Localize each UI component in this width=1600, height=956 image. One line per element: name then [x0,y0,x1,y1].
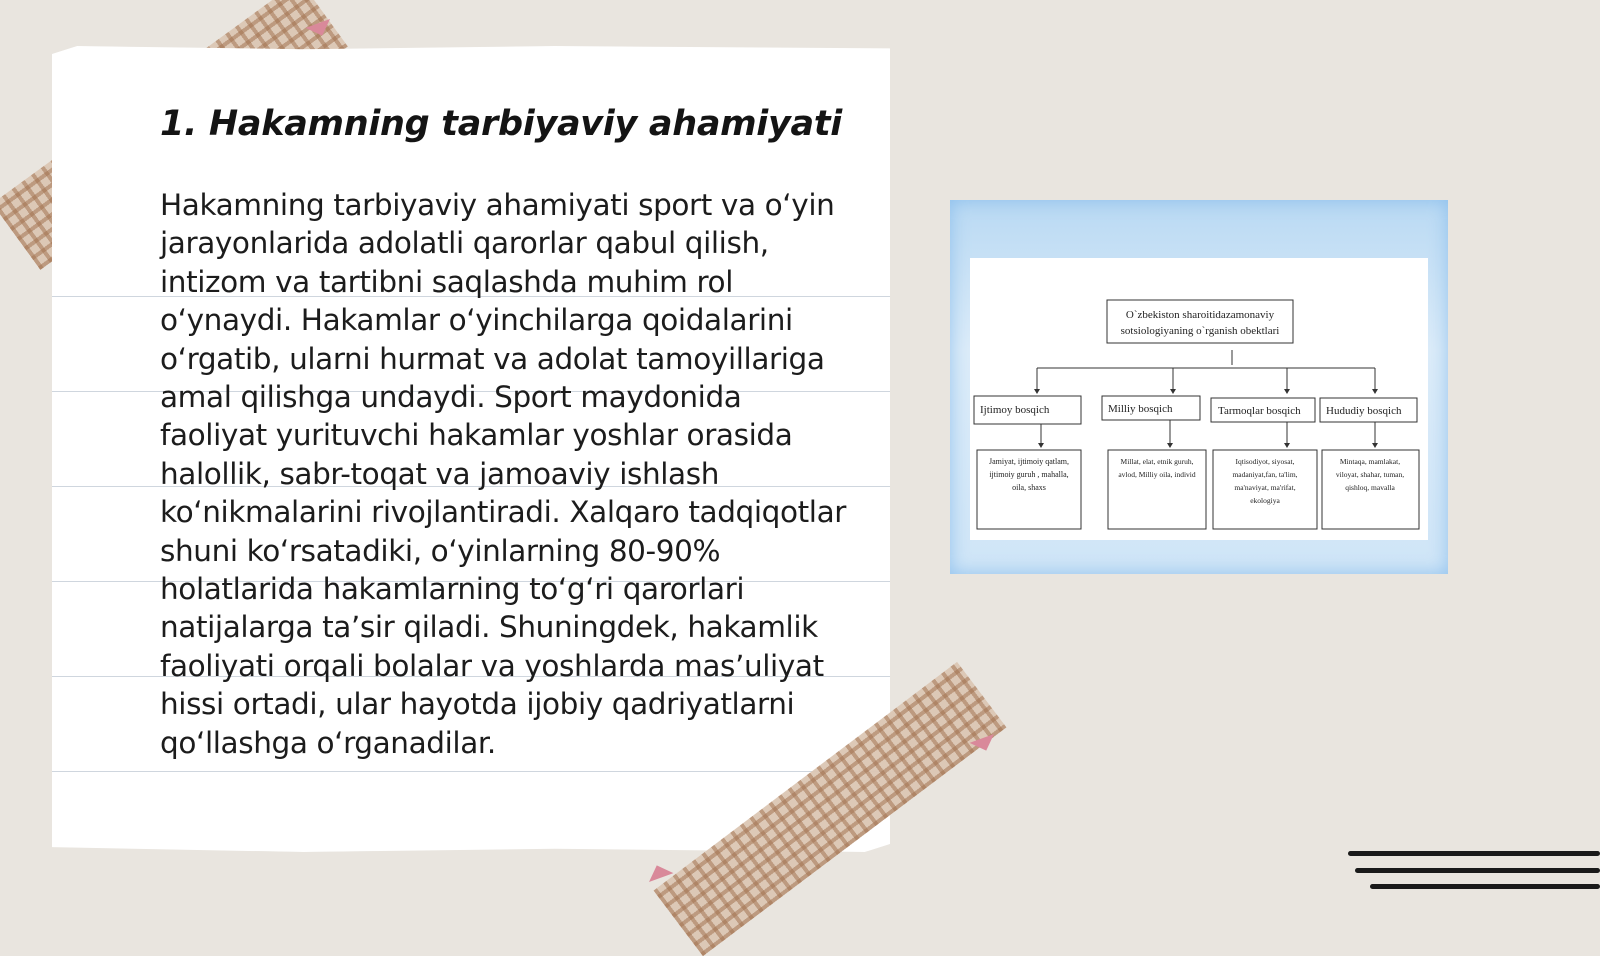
detail-line: avlod, Milliy oila, individ [1118,470,1196,479]
hierarchy-diagram [970,258,1428,540]
detail-line: ijtimoiy guruh , mahalla, [989,470,1069,479]
level-label: Ijtimoy bosqich [980,404,1050,416]
root-line-1: O`zbekiston sharoitidazamonaviy [1125,309,1275,321]
decorative-line [1370,884,1600,889]
detail-line: ma'naviyat, ma'rifat, [1234,483,1296,492]
detail-line: Jamiyat, ijtimoiy qatlam, [989,457,1069,466]
decorative-line [1348,851,1600,856]
detail-line: Mintaqa, mamlakat, [1339,457,1401,466]
detail-line: qishloq, mavalla [1345,483,1395,492]
slide-body-text: Hakamning tarbiyaviy ahamiyati sport va o‘yin jarayonlarida adolatli qarorlar qabul qilish, intizom va tartibni saqlashda muhim rol o‘ynaydi. Hakamlar o‘yinchilarga qoidalarini o‘rgatib, ularni hurmat va adolat tamoyillariga amal qilishga undaydi. Sport maydonida faoliyat yurituvchi hakamlar yoshlar orasida halollik, sabr-toqat va jamoaviy ishlash ko‘nikmalarini rivojlantiradi. Xalqaro tadqiqotlar shuni ko‘rsatadiki, o‘yinlarning 80-90% holatlarida hakamlarning to‘g‘ri qarorlari natijalarga ta’sir qiladi. Shuningdek, hakamlik faoliyati orqali bolalar va yoshlarda mas’uliyat hissi ortadi, ular hayotda ijobiy qadriyatlarni qo‘llashga o‘rganadilar. [160,188,846,760]
diagram-picture [950,200,1448,574]
detail-line: Iqtisodiyot, siyosat, [1235,457,1295,466]
diagram-canvas [970,258,1428,540]
root-line-2: sotsiologiyaning o`rganish obektlari [1120,325,1280,337]
detail-line: oila, shaxs [1012,483,1046,492]
detail-line: madaniyat,fan, ta'lim, [1232,470,1298,479]
detail-line: ekologiya [1250,496,1280,505]
slide-title: 1. Hakamning tarbiyaviy ahamiyati [160,104,842,144]
level-label: Tarmoqlar bosqich [1218,405,1301,417]
detail-line: viloyat, shahar, tuman, [1335,470,1405,479]
level-label: Milliy bosqich [1108,403,1173,415]
decorative-line [1355,868,1600,873]
level-label: Hududiy bosqich [1326,405,1402,417]
detail-line: Millat, elat, etnik guruh, [1120,457,1194,466]
ruled-line [52,771,890,772]
